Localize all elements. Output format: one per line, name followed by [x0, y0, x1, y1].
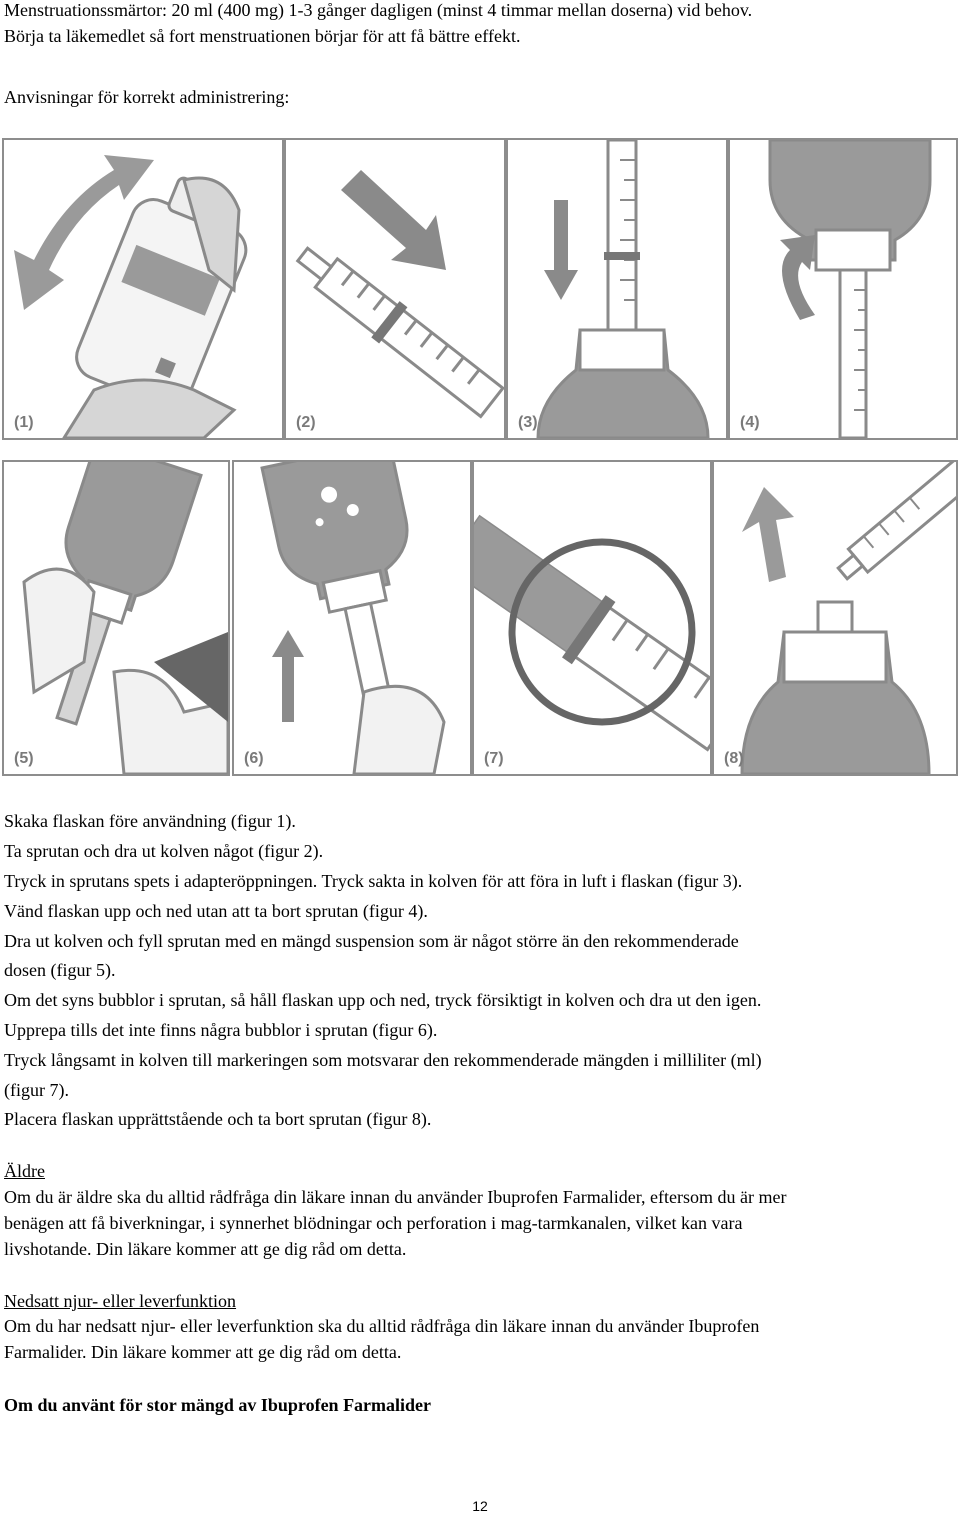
- kidney-line-2: Farmalider. Din läkare kommer att ge dig råd om detta.: [4, 1342, 402, 1362]
- figure-3: [506, 138, 728, 440]
- figure-8: [712, 460, 958, 776]
- figure-5-label: (5): [14, 750, 34, 767]
- step-line-4: Vänd flaskan upp och ned utan att ta bort sprutan (figur 4).: [4, 901, 428, 921]
- dosage-line-2: Börja ta läkemedlet så fort menstruationen börjar för att få bättre effekt.: [4, 26, 521, 46]
- elderly-heading: Äldre: [4, 1161, 45, 1181]
- step-line-1: Skaka flaskan före användning (figur 1).: [4, 811, 296, 831]
- figure-2: [284, 138, 506, 440]
- step-line-5: Dra ut kolven och fyll sprutan med en mängd suspension som är något större än den rekommenderade: [4, 931, 739, 951]
- figure-8-label: (8): [724, 750, 744, 767]
- elderly-line-1: Om du är äldre ska du alltid rådfråga din läkare innan du använder Ibuprofen Farmalider, eftersom du är mer: [4, 1187, 787, 1207]
- figure-7: [472, 460, 712, 776]
- figure-4-label: (4): [740, 414, 760, 431]
- remove-syringe-icon: [714, 462, 956, 774]
- dosage-line-1: Menstruationssmärtor: 20 ml (400 mg) 1-3 gånger dagligen (minst 4 timmar mellan doserna) vid behov.: [4, 0, 753, 20]
- figure-3-label: (3): [518, 414, 538, 431]
- overdose-heading: Om du använt för stor mängd av Ibuprofen Farmalider: [4, 1395, 432, 1415]
- figure-row-1: [2, 138, 956, 440]
- fill-syringe-icon: [4, 462, 228, 774]
- measure-dose-icon: [474, 462, 710, 774]
- step-line-2: Ta sprutan och dra ut kolven något (figur 2).: [4, 841, 324, 861]
- remove-bubbles-icon: [234, 462, 470, 774]
- step-line-10: (figur 7).: [4, 1080, 69, 1100]
- figure-5: [2, 460, 230, 776]
- figure-4: [728, 138, 958, 440]
- figure-1: [2, 138, 284, 440]
- syringe-pull-icon: [286, 140, 504, 438]
- elderly-line-3: livshotande. Din läkare kommer att ge dig råd om detta.: [4, 1239, 407, 1259]
- step-line-11: Placera flaskan upprättstående och ta bort sprutan (figur 8).: [4, 1109, 432, 1129]
- figure-7-label: (7): [484, 750, 504, 767]
- bottle-invert-icon: [730, 140, 956, 438]
- kidney-heading: Nedsatt njur- eller leverfunktion: [4, 1291, 237, 1311]
- step-line-7: Om det syns bubblor i sprutan, så håll flaskan upp och ned, tryck försiktigt in kolven och dra ut den igen.: [4, 990, 762, 1010]
- figure-1-label: (1): [14, 414, 34, 431]
- page-number: 12: [472, 1498, 488, 1514]
- step-line-3: Tryck in sprutans spets i adapteröppningen. Tryck sakta in kolven för att föra in luft i flaskan (figur 3).: [4, 871, 743, 891]
- shake-bottle-icon: [4, 140, 282, 438]
- syringe-insert-icon: [508, 140, 726, 438]
- elderly-line-2: benägen att få biverkningar, i synnerhet blödningar och perforation i mag-tarmkanalen, vilket kan vara: [4, 1213, 743, 1233]
- instructions-heading: Anvisningar för korrekt administrering:: [4, 87, 290, 107]
- kidney-line-1: Om du har nedsatt njur- eller leverfunktion ska du alltid rådfråga din läkare innan du använder Ibuprofen: [4, 1316, 760, 1336]
- step-line-8: Upprepa tills det inte finns några bubblor i sprutan (figur 6).: [4, 1020, 438, 1040]
- figure-row-2: [2, 460, 956, 778]
- figure-2-label: (2): [296, 414, 316, 431]
- figure-6-label: (6): [244, 750, 264, 767]
- step-line-6: dosen (figur 5).: [4, 960, 116, 980]
- figure-6: [232, 460, 472, 776]
- step-line-9: Tryck långsamt in kolven till markeringen som motsvarar den rekommenderade mängden i milliliter (ml): [4, 1050, 762, 1070]
